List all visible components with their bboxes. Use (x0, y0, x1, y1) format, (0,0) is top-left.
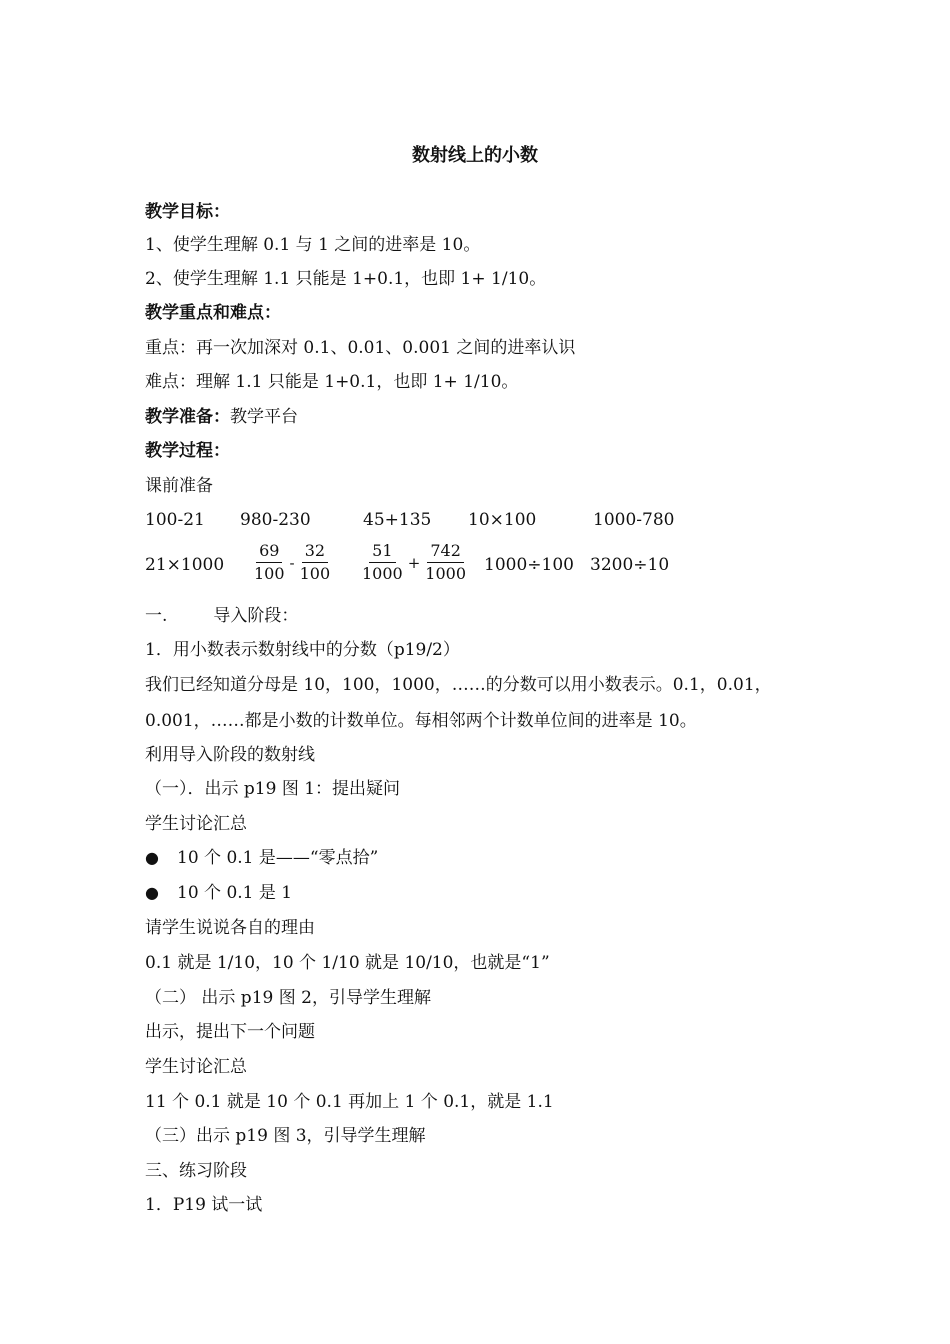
discuss-line-2: 学生讨论汇总 (145, 1057, 247, 1077)
prep-line (145, 404, 298, 430)
explain-line-2: 11 个 0.1 就是 10 个 0.1 再加上 1 个 0.1，就是 1.1 (145, 1092, 554, 1112)
subsection-3: （三）出示 p19 图 3，引导学生理解 (145, 1126, 426, 1146)
goals-heading: 教学目标： (145, 202, 230, 222)
calc-row-1 (145, 507, 845, 533)
key-point: 重点：再一次加深对 0.1、0.01、0.001 之间的进率认识 (145, 338, 576, 358)
paragraph-1-line-2: 0.001，……都是小数的计数单位。每相邻两个计数单位间的进率是 10。 (145, 711, 697, 731)
bullet-icon: ● (145, 848, 159, 867)
section-1-heading (145, 603, 298, 629)
paragraph-1-line-1: 我们已经知道分母是 10，100，1000，……的分数可以用小数表示。0.1，0.01， (145, 675, 772, 695)
section-title: 导入阶段： (213, 606, 299, 626)
fraction-expression-2 (359, 540, 469, 585)
calc-item: 3200÷10 (590, 555, 670, 575)
section-number: 一. (145, 606, 168, 626)
calc-item: 100-21 (145, 510, 205, 530)
show-line: 出示，提出下一个问题 (145, 1022, 315, 1042)
calc-item: 1000÷100 (484, 555, 574, 575)
prep-label: 教学准备： (145, 407, 230, 427)
use-line: 利用导入阶段的数射线 (145, 745, 315, 765)
calc-item: 980-230 (240, 510, 311, 530)
fraction (359, 540, 406, 585)
numerator: 69 (256, 540, 282, 563)
operator: + (407, 553, 421, 572)
prep-value: 教学平台 (230, 407, 298, 427)
keypoints-heading: 教学重点和难点： (145, 303, 281, 323)
document-title: 数射线上的小数 (412, 145, 538, 166)
denominator: 1000 (425, 564, 467, 583)
fraction (297, 540, 334, 585)
section-3-heading: 三、练习阶段 (145, 1161, 247, 1181)
bullet-item-2 (145, 880, 292, 906)
bullet-text: 10 个 0.1 是——“零点拾” (177, 848, 379, 868)
denominator: 1000 (362, 564, 403, 583)
calc-item: 10×100 (468, 510, 537, 530)
fraction (251, 540, 288, 585)
calc-row-2 (145, 540, 845, 592)
fraction-expression-1 (251, 540, 333, 585)
bullet-item-1 (145, 845, 378, 871)
subsection-2: （二） 出示 p19 图 2，引导学生理解 (145, 988, 431, 1008)
goal-1: 1、使学生理解 0.1 与 1 之间的进率是 10。 (145, 235, 481, 255)
goal-2: 2、使学生理解 1.1 只能是 1+0.1，也即 1+ 1/10。 (145, 269, 547, 289)
process-heading: 教学过程： (145, 441, 230, 461)
explain-line-1: 0.1 就是 1/10，10 个 1/10 就是 10/10，也就是“1” (145, 953, 550, 973)
operator: - (289, 553, 295, 572)
practice-1: 1．P19 试一试 (145, 1195, 263, 1215)
numerator: 51 (369, 540, 395, 563)
fraction (422, 540, 469, 585)
subsection-1: （一）．出示 p19 图 1：提出疑问 (145, 779, 401, 799)
bullet-text: 10 个 0.1 是 1 (177, 883, 293, 903)
calc-item: 45+135 (363, 510, 432, 530)
warmup-label: 课前准备 (145, 476, 213, 496)
denominator: 100 (299, 564, 331, 583)
item-1: 1．用小数表示数射线中的分数（p19/2） (145, 640, 460, 660)
calc-item: 1000-780 (593, 510, 675, 530)
difficult-point: 难点：理解 1.1 只能是 1+0.1，也即 1+ 1/10。 (145, 372, 519, 392)
reason-line: 请学生说说各自的理由 (145, 918, 315, 938)
discuss-line-1: 学生讨论汇总 (145, 814, 247, 834)
numerator: 32 (302, 540, 328, 563)
calc-item: 21×1000 (145, 555, 225, 575)
bullet-icon: ● (145, 883, 159, 902)
denominator: 100 (254, 564, 285, 583)
numerator: 742 (427, 540, 464, 563)
